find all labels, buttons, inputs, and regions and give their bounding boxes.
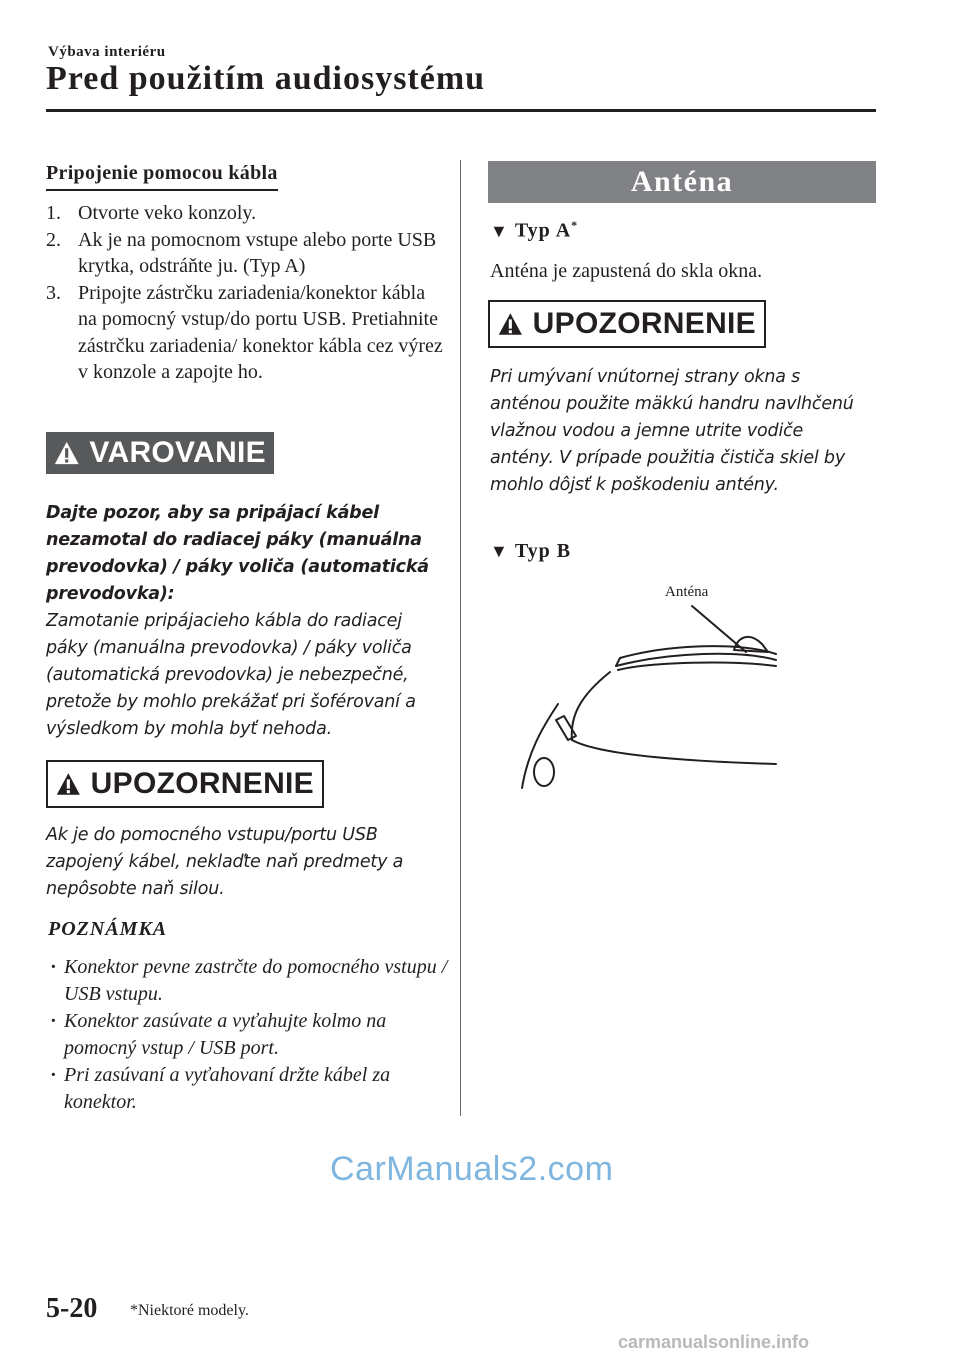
subheading: Pripojenie pomocou kábla <box>46 162 278 191</box>
footnote: *Niektoré modely. <box>130 1302 249 1319</box>
watermark: CarManuals2.com <box>330 1150 614 1188</box>
typ-a-text: Anténa je zapustená do skla okna. <box>490 260 763 282</box>
header-rule <box>46 109 876 112</box>
caution-label: UPOZORNENIE <box>90 767 314 800</box>
note-title: POZNÁMKA <box>48 918 168 940</box>
list-item: · Konektor zasúvate a vyťahujte kolmo na pomocný vstup / USB port. <box>50 1008 450 1062</box>
warning-box <box>46 432 274 474</box>
warning-icon <box>54 438 79 468</box>
caution-text: Pri umývaní vnútornej strany okna s anténou použite mäkkú handru navlhčenú vlažnou vodou a jemne utrite vodiče antény. V prípade použitia čističa skiel by mohlo dôjsť k poškodeniu antény. <box>490 367 854 495</box>
notes-list <box>50 954 450 1116</box>
list-item: · Pri zasúvaní a vyťahovaní držte kábel za konektor. <box>50 1062 450 1116</box>
page-number: 5-20 <box>46 1293 98 1324</box>
triangle-down-icon: ▼ <box>490 541 509 561</box>
list-item: 2. Ak je na pomocnom vstupe alebo porte USB krytka, odstráňte ju. (Typ A) <box>46 228 437 277</box>
warning-label: VAROVANIE <box>89 436 266 469</box>
caution-icon <box>56 769 81 799</box>
typ-b-heading: ▼ Typ B <box>490 540 572 562</box>
steps-list <box>46 200 446 386</box>
section-band: Anténa <box>488 161 876 203</box>
triangle-down-icon: ▼ <box>490 220 509 241</box>
caution-text: Ak je do pomocného vstupu/portu USB zapojený kábel, neklaďte naň predmety a nepôsobte naň silou. <box>46 825 404 899</box>
caution-label: UPOZORNENIE <box>532 307 756 340</box>
warning-bold-text: Dajte pozor, aby sa pripájací kábel nezamotal do radiacej páky (manuálna prevodovka) / páky voliča (automatická prevodovka): <box>46 503 429 604</box>
warning-text-block <box>46 500 446 743</box>
list-item: · Konektor pevne zastrčte do pomocného vstupu / USB vstupu. <box>50 954 450 1008</box>
warning-text: Zamotanie pripájacieho kábla do radiacej páky (manuálna prevodovka) / páky voliča (automatická prevodovka) je nebezpečné, pretože by mohlo prekážať pri šoférovaní a výsledkom by mohla byť nehoda. <box>46 611 416 739</box>
list-item: 3. Pripojte zástrčku zariadenia/konektor kábla na pomocný vstup/do portu USB. Pretiahnite zástrčku zariadenia/ konektor kábla cez výrez v konzole a zapojte ho. <box>46 281 443 383</box>
illustration-label: Anténa <box>665 584 709 600</box>
caution-box <box>488 300 766 348</box>
column-divider <box>460 160 461 1116</box>
section-label: Výbava interiéru <box>48 44 166 60</box>
typ-a-heading: ▼ Typ A* <box>490 218 579 242</box>
car-rear-illustration <box>500 600 800 820</box>
list-item: 1. Otvorte veko konzoly. <box>46 202 257 224</box>
caution-box <box>46 760 324 808</box>
page-title: Pred použitím audiosystému <box>46 60 486 97</box>
watermark-secondary: carmanualsonline.info <box>618 1332 810 1352</box>
caution-icon <box>498 309 523 339</box>
